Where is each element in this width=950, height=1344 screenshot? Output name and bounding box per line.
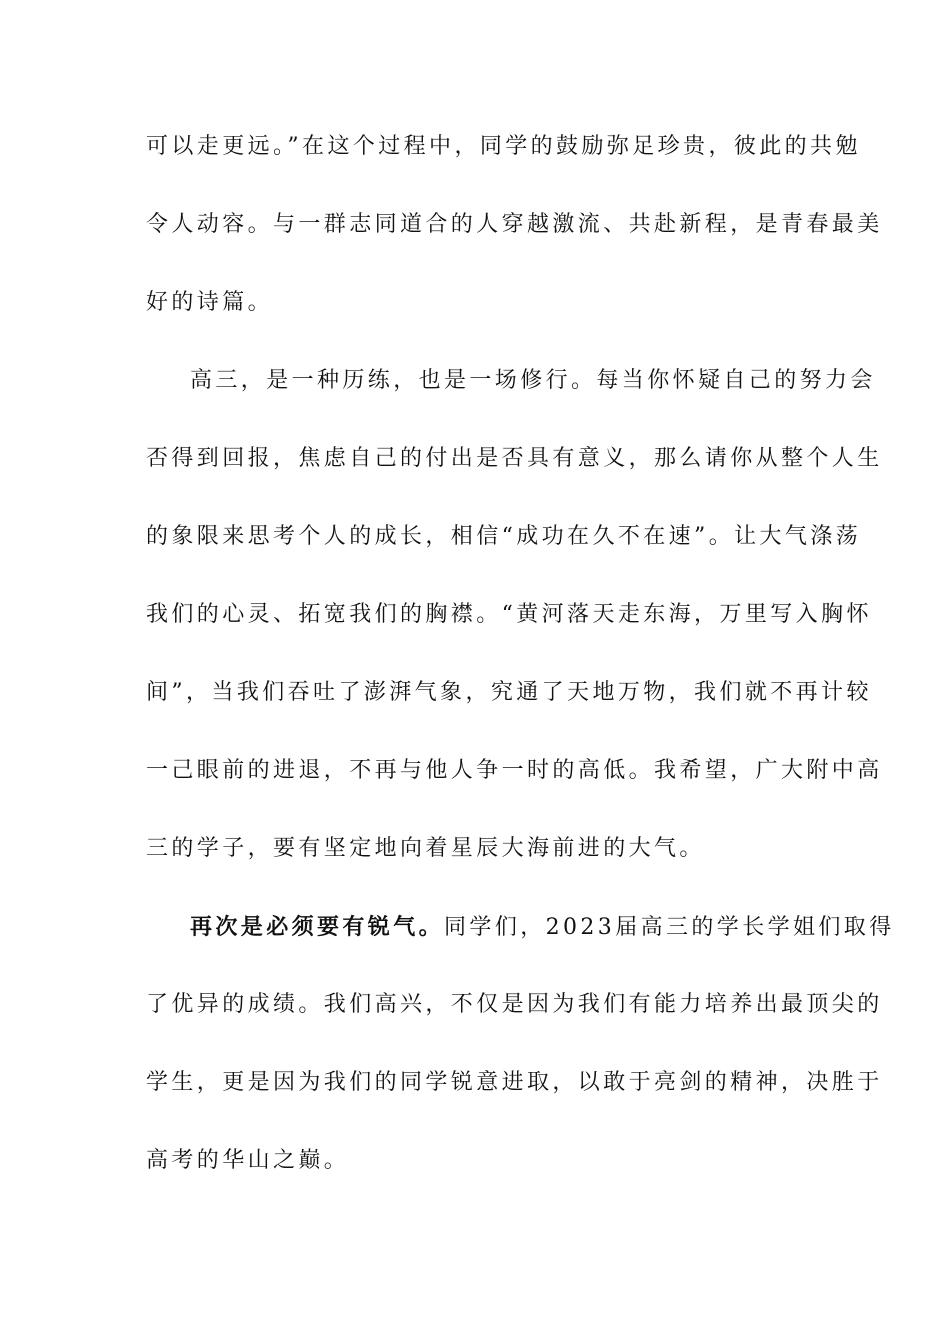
paragraph-3-line-2: 了优异的成绩。我们高兴，不仅是因为我们有能力培养出最顶尖的 (146, 992, 883, 1017)
paragraph-2-line-1: 高三，是一种历练，也是一场修行。每当你怀疑自己的努力会 (190, 368, 876, 393)
paragraph-3-heading: 再次是必须要有锐气。 (190, 914, 445, 940)
paragraph-2-line-4: 我们的心灵、拓宽我们的胸襟。“黄河落天走东海，万里写入胸怀 (146, 602, 872, 627)
paragraph-3-line-3: 学生，更是因为我们的同学锐意进取，以敢于亮剑的精神，决胜于 (146, 1070, 883, 1095)
paragraph-1-line-3: 好的诗篇。 (146, 290, 274, 315)
paragraph-3-line-4: 高考的华山之巅。 (146, 1148, 350, 1173)
paragraph-3-line-1-text: 同学们，2023届高三的学长学姐们取得 (444, 915, 895, 940)
paragraph-1-line-2: 令人动容。与一群志同道合的人穿越激流、共赴新程，是青春最美 (146, 212, 883, 237)
paragraph-2-line-2: 否得到回报，焦虑自己的付出是否具有意义，那么请你从整个人生 (146, 446, 883, 471)
paragraph-3-line-1 (190, 907, 895, 947)
paragraph-2-line-7: 三的学子，要有坚定地向着星辰大海前进的大气。 (146, 836, 705, 861)
paragraph-2-line-5: 间”，当我们吞吐了澎湃气象，究通了天地万物，我们就不再计较 (146, 680, 872, 705)
paragraph-2-line-6: 一己眼前的进退，不再与他人争一时的高低。我希望，广大附中高 (146, 758, 883, 783)
paragraph-2-line-3: 的象限来思考个人的成长，相信“成功在久不在速”。让大气涤荡 (146, 524, 862, 549)
paragraph-1-line-1: 可以走更远。”在这个过程中，同学的鼓励弥足珍贵，彼此的共勉 (146, 134, 861, 159)
